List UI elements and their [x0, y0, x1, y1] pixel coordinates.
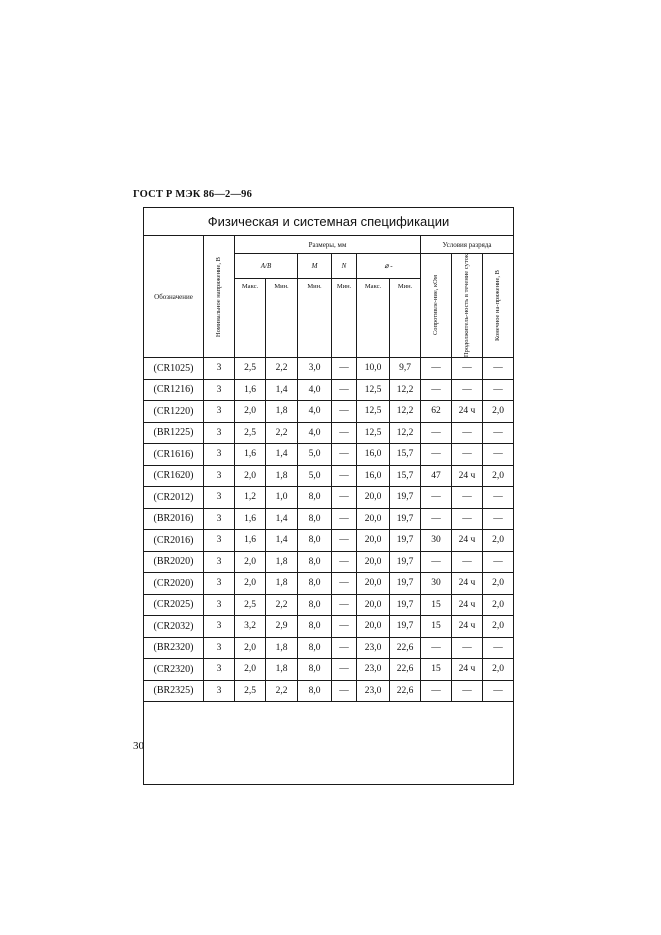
cell-n-min: — [332, 358, 357, 380]
cell-nominal-voltage: 3 [204, 637, 235, 659]
cell-nominal-voltage: 3 [204, 444, 235, 466]
cell-ab-min: 1,4 [266, 444, 298, 466]
cell-ab-min: 1,8 [266, 401, 298, 423]
cell-diam-max: 23,0 [357, 680, 390, 702]
cell-end-voltage: 2,0 [483, 465, 514, 487]
table-row [144, 680, 514, 702]
cell-ab-min: 2,2 [266, 680, 298, 702]
cell-m-min: 3,0 [298, 358, 332, 380]
header-symbol-diameter: ⌀ - [357, 254, 421, 279]
cell-diam-min: 19,7 [390, 508, 421, 530]
cell-duration: 24 ч [452, 616, 483, 638]
cell-resistance: — [421, 379, 452, 401]
cell-duration: 24 ч [452, 594, 483, 616]
cell-designation: (BR2020) [144, 551, 204, 573]
cell-ab-max: 1,6 [235, 444, 266, 466]
header-duration: Продолжитель-ность в течение суток [452, 254, 483, 358]
cell-duration: — [452, 508, 483, 530]
cell-end-voltage: — [483, 551, 514, 573]
cell-end-voltage: 2,0 [483, 659, 514, 681]
cell-designation: (CR1025) [144, 358, 204, 380]
document-header: ГОСТ Р МЭК 86—2—96 [133, 189, 253, 200]
cell-m-min: 8,0 [298, 637, 332, 659]
cell-n-min: — [332, 551, 357, 573]
cell-diam-max: 23,0 [357, 659, 390, 681]
cell-n-min: — [332, 530, 357, 552]
cell-duration: 24 ч [452, 659, 483, 681]
cell-nominal-voltage: 3 [204, 551, 235, 573]
cell-end-voltage: 2,0 [483, 573, 514, 595]
cell-end-voltage: — [483, 680, 514, 702]
cell-n-min: — [332, 401, 357, 423]
cell-resistance: — [421, 680, 452, 702]
cell-nominal-voltage: 3 [204, 680, 235, 702]
cell-end-voltage: 2,0 [483, 594, 514, 616]
cell-ab-min: 2,9 [266, 616, 298, 638]
cell-ab-max: 2,5 [235, 594, 266, 616]
cell-ab-max: 1,6 [235, 508, 266, 530]
cell-diam-max: 20,0 [357, 487, 390, 509]
cell-duration: — [452, 422, 483, 444]
header-ab-max: Макс. [235, 279, 266, 358]
cell-ab-max: 2,0 [235, 573, 266, 595]
specification-table [143, 207, 514, 785]
cell-ab-max: 1,6 [235, 379, 266, 401]
cell-resistance: 47 [421, 465, 452, 487]
cell-diam-max: 23,0 [357, 637, 390, 659]
cell-ab-max: 3,2 [235, 616, 266, 638]
cell-diam-min: 19,7 [390, 573, 421, 595]
cell-end-voltage: — [483, 487, 514, 509]
cell-ab-min: 1,8 [266, 659, 298, 681]
header-diam-max: Макс. [357, 279, 390, 358]
cell-designation: (CR2020) [144, 573, 204, 595]
cell-resistance: 30 [421, 530, 452, 552]
cell-designation: (BR2320) [144, 637, 204, 659]
cell-ab-min: 1,4 [266, 530, 298, 552]
cell-diam-min: 22,6 [390, 680, 421, 702]
blank-cell [144, 702, 514, 785]
cell-diam-max: 16,0 [357, 465, 390, 487]
cell-diam-min: 19,7 [390, 616, 421, 638]
cell-designation: (BR2325) [144, 680, 204, 702]
cell-duration: — [452, 379, 483, 401]
page-number: 30 [133, 740, 144, 752]
cell-n-min: — [332, 594, 357, 616]
cell-ab-min: 1,4 [266, 508, 298, 530]
table-row [144, 508, 514, 530]
cell-ab-min: 1,4 [266, 379, 298, 401]
cell-diam-max: 20,0 [357, 573, 390, 595]
header-n-min: Мин. [332, 279, 357, 358]
cell-ab-min: 2,2 [266, 422, 298, 444]
cell-m-min: 8,0 [298, 680, 332, 702]
header-symbol-m: M [298, 254, 332, 279]
cell-diam-min: 15,7 [390, 465, 421, 487]
table-row [144, 573, 514, 595]
table-title: Физическая и системная спецификации [144, 208, 514, 236]
cell-m-min: 8,0 [298, 594, 332, 616]
header-designation: Обозначение [144, 236, 204, 358]
cell-ab-min: 1,8 [266, 573, 298, 595]
cell-end-voltage: — [483, 637, 514, 659]
cell-designation: (CR1220) [144, 401, 204, 423]
header-ab-min: Мин. [266, 279, 298, 358]
table-row [144, 616, 514, 638]
cell-resistance: — [421, 358, 452, 380]
cell-diam-min: 9,7 [390, 358, 421, 380]
table-row [144, 379, 514, 401]
cell-m-min: 8,0 [298, 487, 332, 509]
cell-nominal-voltage: 3 [204, 594, 235, 616]
cell-m-min: 8,0 [298, 551, 332, 573]
table-row [144, 465, 514, 487]
cell-duration: 24 ч [452, 530, 483, 552]
cell-n-min: — [332, 659, 357, 681]
cell-m-min: 4,0 [298, 401, 332, 423]
cell-diam-min: 12,2 [390, 379, 421, 401]
cell-designation: (CR2025) [144, 594, 204, 616]
cell-n-min: — [332, 616, 357, 638]
header-symbol-ab: A/B [235, 254, 298, 279]
cell-duration: — [452, 487, 483, 509]
cell-resistance: 15 [421, 594, 452, 616]
table-row [144, 358, 514, 380]
cell-resistance: — [421, 508, 452, 530]
cell-ab-max: 1,2 [235, 487, 266, 509]
cell-duration: 24 ч [452, 401, 483, 423]
table-row [144, 637, 514, 659]
cell-designation: (CR1616) [144, 444, 204, 466]
cell-m-min: 8,0 [298, 530, 332, 552]
table-row [144, 401, 514, 423]
cell-nominal-voltage: 3 [204, 379, 235, 401]
table-row [144, 551, 514, 573]
cell-m-min: 8,0 [298, 616, 332, 638]
cell-duration: — [452, 358, 483, 380]
cell-ab-max: 2,0 [235, 401, 266, 423]
header-dimensions: Размеры, мм [235, 236, 421, 254]
cell-designation: (CR2012) [144, 487, 204, 509]
cell-ab-min: 1,8 [266, 637, 298, 659]
table-row [144, 530, 514, 552]
table-row [144, 444, 514, 466]
cell-m-min: 5,0 [298, 444, 332, 466]
cell-diam-max: 16,0 [357, 444, 390, 466]
cell-n-min: — [332, 379, 357, 401]
cell-resistance: 62 [421, 401, 452, 423]
cell-n-min: — [332, 573, 357, 595]
cell-ab-max: 2,5 [235, 680, 266, 702]
cell-end-voltage: — [483, 508, 514, 530]
cell-duration: 24 ч [452, 465, 483, 487]
cell-diam-min: 19,7 [390, 530, 421, 552]
cell-duration: — [452, 551, 483, 573]
cell-n-min: — [332, 680, 357, 702]
cell-diam-max: 12,5 [357, 379, 390, 401]
header-end-voltage: Конечное на-пряжение, В [483, 254, 514, 358]
cell-ab-min: 1,8 [266, 465, 298, 487]
cell-resistance: 30 [421, 573, 452, 595]
cell-ab-min: 2,2 [266, 358, 298, 380]
cell-end-voltage: — [483, 444, 514, 466]
cell-end-voltage: — [483, 379, 514, 401]
cell-nominal-voltage: 3 [204, 401, 235, 423]
cell-ab-max: 2,0 [235, 465, 266, 487]
cell-nominal-voltage: 3 [204, 573, 235, 595]
cell-diam-min: 12,2 [390, 401, 421, 423]
cell-nominal-voltage: 3 [204, 530, 235, 552]
cell-ab-min: 1,8 [266, 551, 298, 573]
cell-ab-max: 2,5 [235, 358, 266, 380]
cell-diam-max: 12,5 [357, 422, 390, 444]
header-m-min: Мин. [298, 279, 332, 358]
cell-resistance: — [421, 551, 452, 573]
cell-diam-min: 15,7 [390, 444, 421, 466]
cell-designation: (CR1620) [144, 465, 204, 487]
cell-end-voltage: 2,0 [483, 616, 514, 638]
cell-ab-max: 1,6 [235, 530, 266, 552]
cell-n-min: — [332, 422, 357, 444]
cell-diam-min: 19,7 [390, 594, 421, 616]
cell-end-voltage: 2,0 [483, 401, 514, 423]
cell-m-min: 4,0 [298, 379, 332, 401]
header-nominal-voltage: Номинальное напряжение, В [204, 236, 235, 358]
cell-nominal-voltage: 3 [204, 487, 235, 509]
cell-n-min: — [332, 444, 357, 466]
cell-designation: (BR2016) [144, 508, 204, 530]
header-resistance: Сопротивле-ние, кОм [421, 254, 452, 358]
cell-ab-min: 1,0 [266, 487, 298, 509]
cell-ab-max: 2,0 [235, 637, 266, 659]
cell-diam-max: 12,5 [357, 401, 390, 423]
cell-n-min: — [332, 508, 357, 530]
table-body [144, 358, 514, 702]
cell-nominal-voltage: 3 [204, 422, 235, 444]
cell-diam-min: 22,6 [390, 637, 421, 659]
cell-nominal-voltage: 3 [204, 508, 235, 530]
cell-ab-min: 2,2 [266, 594, 298, 616]
cell-diam-max: 10,0 [357, 358, 390, 380]
cell-diam-max: 20,0 [357, 508, 390, 530]
cell-designation: (CR2032) [144, 616, 204, 638]
header-symbol-n: N [332, 254, 357, 279]
cell-end-voltage: — [483, 422, 514, 444]
cell-end-voltage: 2,0 [483, 530, 514, 552]
cell-duration: — [452, 444, 483, 466]
cell-diam-min: 22,6 [390, 659, 421, 681]
table-row [144, 487, 514, 509]
cell-resistance: — [421, 422, 452, 444]
cell-diam-max: 20,0 [357, 551, 390, 573]
cell-resistance: — [421, 637, 452, 659]
cell-m-min: 8,0 [298, 573, 332, 595]
cell-nominal-voltage: 3 [204, 659, 235, 681]
cell-designation: (CR2016) [144, 530, 204, 552]
cell-designation: (CR2320) [144, 659, 204, 681]
cell-n-min: — [332, 637, 357, 659]
header-diam-min: Мин. [390, 279, 421, 358]
cell-n-min: — [332, 487, 357, 509]
cell-nominal-voltage: 3 [204, 616, 235, 638]
cell-diam-max: 20,0 [357, 594, 390, 616]
cell-ab-max: 2,0 [235, 551, 266, 573]
header-discharge-conditions: Условия разряда [421, 236, 514, 254]
cell-diam-max: 20,0 [357, 530, 390, 552]
cell-resistance: — [421, 487, 452, 509]
cell-resistance: 15 [421, 616, 452, 638]
cell-diam-max: 20,0 [357, 616, 390, 638]
cell-diam-min: 19,7 [390, 487, 421, 509]
cell-nominal-voltage: 3 [204, 358, 235, 380]
cell-duration: — [452, 637, 483, 659]
cell-ab-max: 2,0 [235, 659, 266, 681]
cell-ab-max: 2,5 [235, 422, 266, 444]
table-row [144, 422, 514, 444]
cell-duration: 24 ч [452, 573, 483, 595]
cell-end-voltage: — [483, 358, 514, 380]
cell-duration: — [452, 680, 483, 702]
cell-diam-min: 12,2 [390, 422, 421, 444]
blank-row [144, 702, 514, 785]
cell-m-min: 5,0 [298, 465, 332, 487]
cell-m-min: 8,0 [298, 659, 332, 681]
table-row [144, 659, 514, 681]
table-row [144, 594, 514, 616]
cell-m-min: 4,0 [298, 422, 332, 444]
cell-resistance: 15 [421, 659, 452, 681]
cell-resistance: — [421, 444, 452, 466]
cell-nominal-voltage: 3 [204, 465, 235, 487]
cell-m-min: 8,0 [298, 508, 332, 530]
cell-designation: (BR1225) [144, 422, 204, 444]
cell-designation: (CR1216) [144, 379, 204, 401]
cell-n-min: — [332, 465, 357, 487]
cell-diam-min: 19,7 [390, 551, 421, 573]
